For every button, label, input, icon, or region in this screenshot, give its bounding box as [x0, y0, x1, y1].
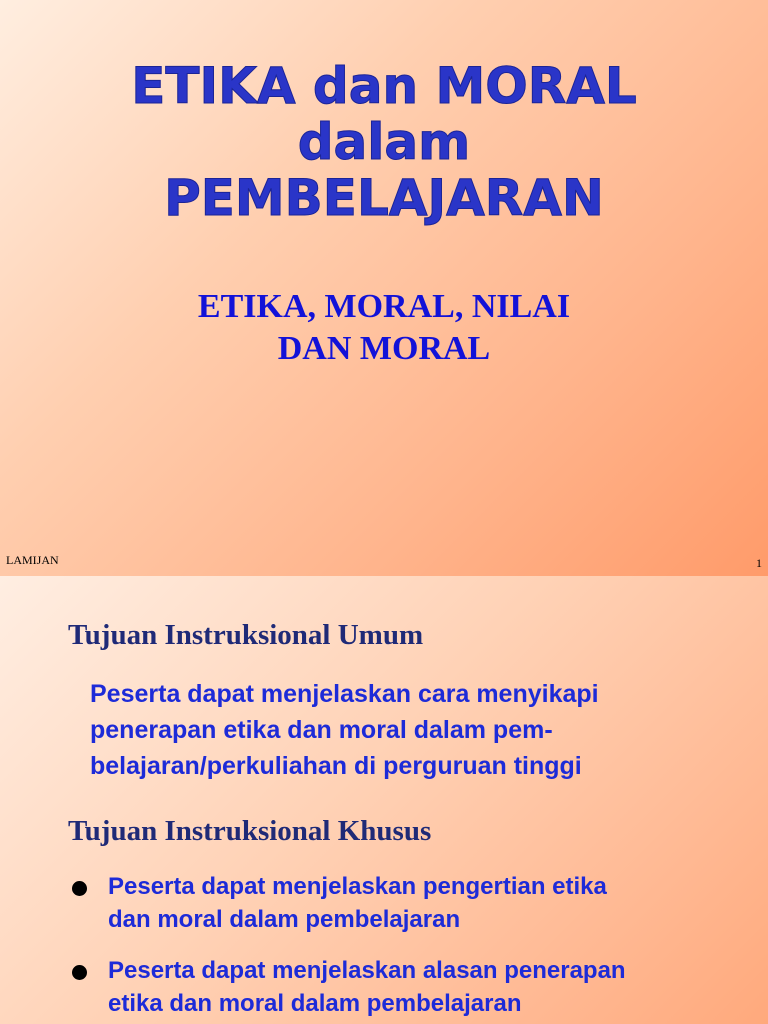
general-text-line-3: belajaran/perkuliahan di perguruan tinggi [90, 752, 582, 780]
subtitle-line-1: ETIKA, MORAL, NILAI [197, 288, 571, 325]
bullet-text [108, 870, 607, 936]
slide-2 [0, 576, 768, 1024]
bullet-line: Peserta dapat menjelaskan pengertian etika [108, 873, 607, 900]
general-text-line-1: Peserta dapat menjelaskan cara menyikapi [90, 680, 599, 708]
bullet-dot-icon [72, 965, 87, 980]
general-objective-heading: Tujuan Instruksional Umum [68, 619, 424, 651]
title-line-1: ETIKA dan MORAL [131, 57, 637, 115]
page-number: 1 [756, 556, 762, 570]
bullet-line: etika dan moral dalam pembelajaran [108, 990, 522, 1017]
bullet-dot-icon [72, 881, 87, 896]
slide-subtitle [0, 286, 768, 370]
slide-title [0, 58, 768, 226]
title-line-2: dalam [297, 113, 471, 171]
specific-objective-heading: Tujuan Instruksional Khusus [68, 815, 432, 847]
title-line-3: PEMBELAJARAN [164, 169, 604, 227]
bullet-line: Peserta dapat menjelaskan alasan penerapan [108, 957, 626, 984]
general-objective-text [90, 676, 750, 784]
general-text-line-2: penerapan etika dan moral dalam pem- [90, 716, 553, 744]
subtitle-line-2: DAN MORAL [277, 330, 491, 367]
bullet-text [108, 954, 626, 1020]
footer-author: LAMIJAN [6, 553, 59, 567]
bullet-line: dan moral dalam pembelajaran [108, 906, 461, 933]
